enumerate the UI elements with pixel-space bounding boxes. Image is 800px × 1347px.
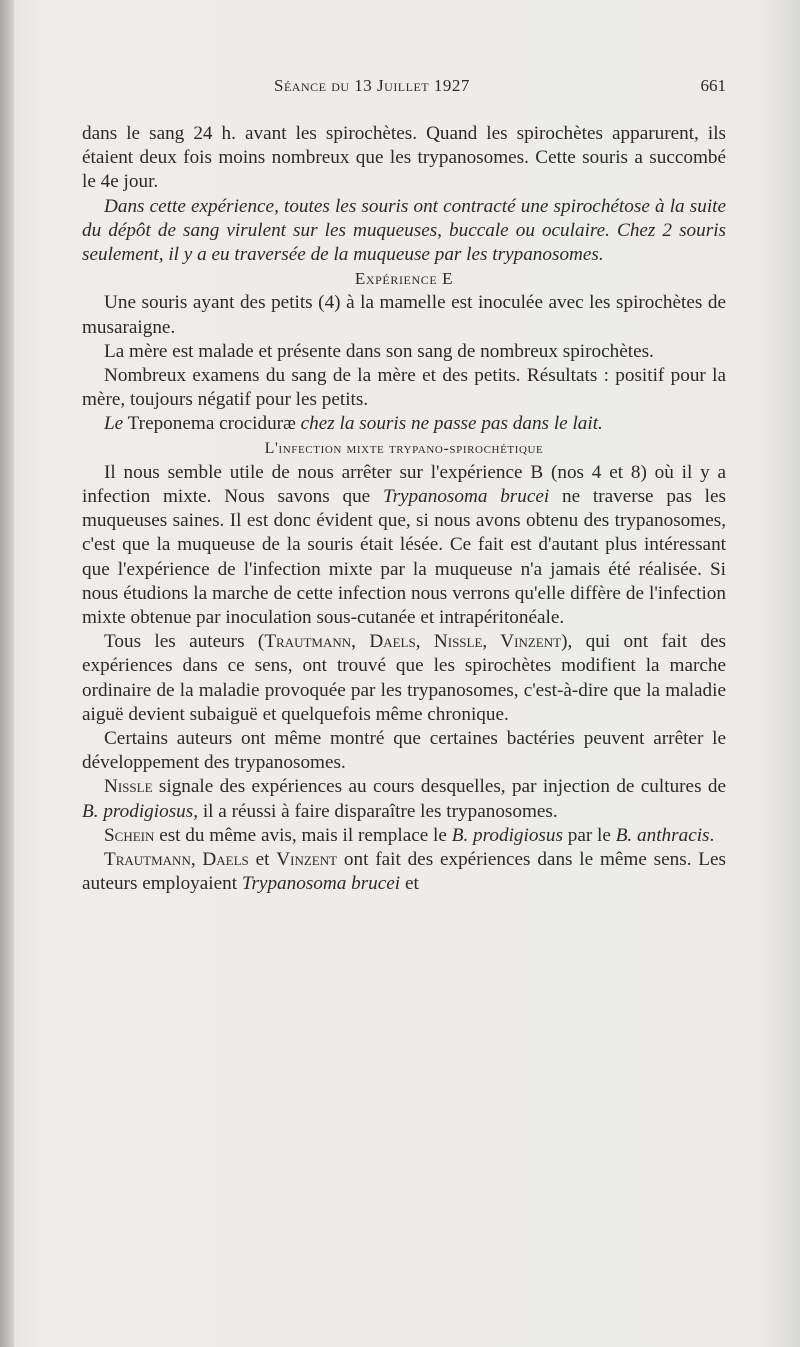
text: signale des expériences au cours desquelles, par injection de cultures de	[158, 776, 727, 798]
species-name: Trypanosoma brucei	[241, 873, 401, 895]
species-name: Treponema crociduræ	[127, 413, 296, 435]
author-name: Schein	[104, 824, 155, 846]
binding-gutter	[0, 0, 14, 1347]
author-name: Vinzent	[276, 849, 338, 871]
text: est du même avis, mais il remplace le	[159, 824, 447, 846]
text-italic: chez la souris ne passe pas dans le lait.	[300, 413, 603, 435]
section-heading-experience-e: Expérience E	[354, 269, 454, 289]
text: Il nous semble utile de nous arrêter sur l'expérience B (nos 4 et 8) où il y a infection mixte. Nous savons que	[82, 461, 726, 508]
paragraph: Certains auteurs ont même montré que certaines bactéries peuvent arrêter le développement des trypanosomes.	[82, 728, 726, 774]
page-number: 661	[700, 76, 726, 95]
paragraph: La mère est malade et présente dans son sang de nombreux spirochètes.	[104, 340, 654, 362]
paragraph	[82, 461, 726, 630]
paragraph-italic-conclusion: Dans cette expérience, toutes les souris ont contracté une spirochétose à la suite du dépôt de sang virulent sur les muqueuses, buccale ou oculaire. Chez 2 souris seulement, il y a eu traversée de la muqueuse par les trypanosomes.	[82, 195, 726, 266]
text: ne traverse pas les muqueuses saines. Il est donc évident que, si nous avons obtenu des trypanosomes, c'est que la muqueuse de la souris était lésée. Ce fait est d'autant plus intéressant que l'expérience de l'infection mixte par la muqueuse n'a jamais été réalisée. Si nous étudions la marche de cette infection nous verrons qu'elle diffère de l'infection mixte obtenue par inoculation sous-cutanée et intrapéritonéale.	[82, 486, 726, 629]
text: Tous les auteurs (	[104, 631, 265, 653]
species-name: Trypanosoma brucei	[382, 486, 550, 508]
paragraph: dans le sang 24 h. avant les spirochètes. Quand les spirochètes apparurent, ils étaient deux fois moins nombreux que les trypanosomes. Cette souris a succombé le 4e jour.	[82, 123, 726, 193]
bacteria-name: B. prodigiosus	[451, 824, 563, 846]
text: ), qui ont fait des expériences dans ce sens, ont trouvé que les spirochètes modifient la marche ordinaire de la maladie provoquée par les trypanosomes, c'est-à-dire que la maladie aiguë devient subaiguë et quelquefois même chronique.	[82, 631, 726, 725]
paragraph: Une souris ayant des petits (4) à la mamelle est inoculée avec les spirochètes de musaraigne.	[82, 292, 726, 338]
text: par le	[567, 824, 611, 846]
page-body	[82, 122, 726, 897]
bacteria-name: B. anthracis	[615, 824, 710, 846]
paragraph	[82, 775, 726, 823]
paragraph	[82, 824, 726, 848]
text: .	[709, 824, 715, 846]
header-title: Séance du 13 Juillet 1927	[274, 76, 470, 95]
author-names: Trautmann, Daels, Nissle, Vinzent	[264, 631, 562, 653]
paragraph: Nombreux examens du sang de la mère et des petits. Résultats : positif pour la mère, toujours négatif pour les petits.	[82, 365, 726, 411]
paragraph	[82, 412, 726, 436]
paragraph	[82, 630, 726, 727]
author-name: Nissle	[104, 776, 153, 798]
text: et	[255, 849, 270, 871]
text: ont fait des expériences dans le même sens. Les auteurs employaient	[82, 849, 726, 895]
text: et	[404, 873, 419, 895]
section-heading-infection-mixte: L'infection mixte trypano-spirochétique	[264, 439, 544, 457]
text-italic: Le	[104, 413, 124, 435]
text: , il a réussi à faire disparaître les trypanosomes.	[193, 800, 558, 822]
author-names: Trautmann, Daels	[104, 849, 249, 871]
paragraph	[82, 848, 726, 896]
bacteria-name: B. prodigiosus	[82, 800, 194, 822]
